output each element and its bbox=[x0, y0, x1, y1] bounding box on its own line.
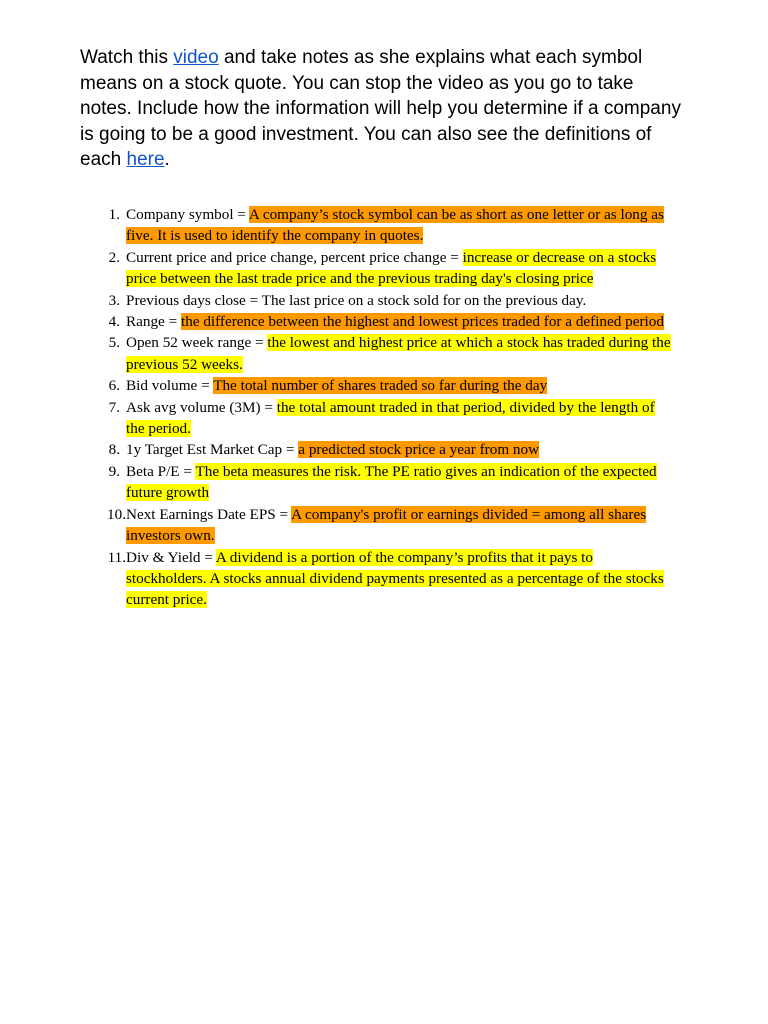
video-link[interactable]: video bbox=[173, 47, 219, 68]
item-definition: A company's profit or earnings divided = among all shares investors own. bbox=[126, 505, 647, 545]
item-number: 11. bbox=[107, 548, 126, 566]
item-number: 6. bbox=[108, 377, 120, 395]
list-item-range bbox=[108, 311, 671, 332]
item-term: Next Earnings Date EPS = bbox=[126, 505, 292, 523]
list-item-current-price bbox=[108, 247, 671, 290]
item-number: 5. bbox=[108, 334, 120, 352]
list-item-company-symbol bbox=[108, 204, 671, 247]
item-number: 1. bbox=[108, 206, 120, 223]
item-term: Bid volume = bbox=[126, 377, 214, 395]
definitions-here-link[interactable]: here bbox=[126, 149, 165, 170]
item-number: 3. bbox=[108, 291, 120, 309]
list-item-ask-avg-volume bbox=[108, 397, 671, 440]
notes-list bbox=[107, 204, 671, 611]
list-item-earnings-eps bbox=[107, 504, 671, 547]
item-term: Range = bbox=[126, 313, 181, 331]
item-number: 2. bbox=[108, 248, 120, 266]
list-item-beta-pe bbox=[108, 461, 671, 504]
intro-paragraph bbox=[80, 45, 690, 173]
intro-text-1: Watch this bbox=[80, 47, 174, 68]
intro-text-2: and take notes as she explains what each symbol means on a stock quote. You can stop the video as you go to take notes. Include how the information will help you determine if a company is going to be a good investment. You can also see the definitions of each bbox=[80, 47, 681, 170]
item-number: 4. bbox=[108, 313, 120, 331]
item-definition: The beta measures the risk. The PE ratio gives an indication of the expected future growth bbox=[126, 462, 657, 502]
item-definition: the total amount traded in that period, divided by the length of the period. bbox=[126, 398, 655, 438]
item-definition: the lowest and highest price at which a stock has traded during the previous 52 weeks. bbox=[126, 334, 671, 373]
item-number: 10. bbox=[107, 505, 126, 523]
item-number: 7. bbox=[108, 398, 120, 416]
list-item-div-yield bbox=[107, 547, 671, 611]
item-term: Ask avg volume (3M) = bbox=[126, 398, 277, 416]
item-term: Beta P/E = bbox=[126, 462, 196, 480]
item-term: Previous days close = The last price on a stock sold for on the previous day. bbox=[126, 291, 587, 309]
item-definition: a predicted stock price a year from now bbox=[298, 441, 540, 459]
item-term: Company symbol = bbox=[126, 206, 249, 223]
item-definition: increase or decrease on a stocks price between the last trade price and the previous trading day's closing price bbox=[126, 248, 657, 288]
item-term: 1y Target Est Market Cap = bbox=[126, 441, 299, 459]
item-term: Div & Yield = bbox=[126, 548, 216, 566]
item-number: 9. bbox=[108, 462, 120, 480]
item-definition: The total number of shares traded so far during the day bbox=[213, 377, 548, 395]
item-term: Open 52 week range = bbox=[126, 334, 268, 352]
item-number: 8. bbox=[108, 441, 120, 459]
item-definition: A dividend is a portion of the company’s profits that it pays to stockholders. A stocks annual dividend payments presented as a percentage of the stocks current price. bbox=[126, 548, 664, 609]
item-term: Current price and price change, percent price change = bbox=[126, 248, 463, 266]
list-item-bid-volume bbox=[108, 375, 671, 396]
intro-text-3: . bbox=[164, 149, 170, 170]
list-item-previous-close bbox=[108, 290, 671, 311]
list-item-target-market-cap bbox=[108, 439, 671, 460]
item-definition: the difference between the highest and lowest prices traded for a defined period bbox=[180, 313, 664, 331]
item-definition: A company’s stock symbol can be as short as one letter or as long as five. It is used to identify the company in quotes. bbox=[126, 206, 664, 245]
list-item-52-week-range bbox=[108, 332, 671, 375]
